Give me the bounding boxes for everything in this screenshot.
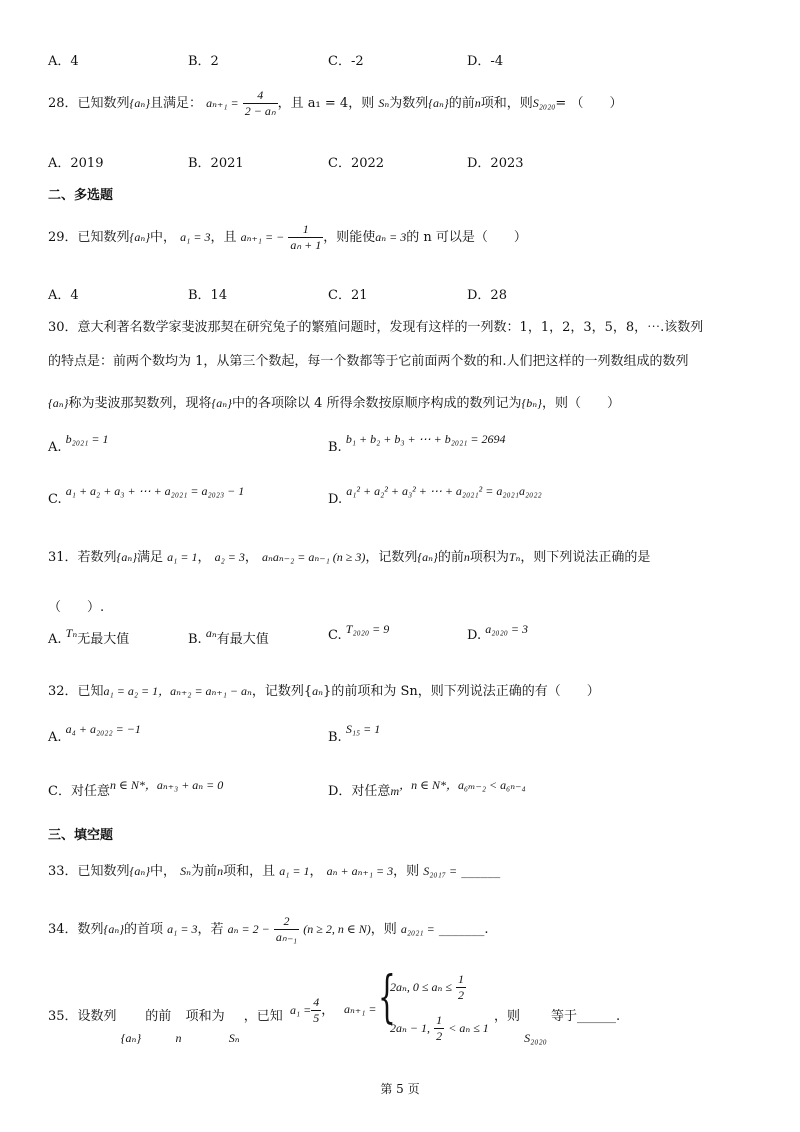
q29-option-d: D．28 — [467, 288, 507, 303]
q31-line-2: （ ）. — [48, 600, 105, 615]
q30-line-3: {aₙ}称为斐波那契数列，现将{aₙ}中的各项除以 4 所得余数按原顺序构成的数列记为{bₙ}，则（ ） — [48, 396, 620, 411]
q27-option-a: A．4 — [48, 54, 79, 69]
q32-option-a: A. a₄ + a₂₀₂₂ = −1 — [48, 722, 141, 745]
q27-option-c: C．-2 — [328, 54, 364, 69]
q32-option-b: B. S₁₅ = 1 — [328, 722, 381, 745]
q32-option-d: D．对任意m，n ∈ N*，a₆ₘ₋₂ < a₆ₙ₋₄ — [328, 778, 526, 799]
page-number: 第 5 页 — [380, 1082, 420, 1096]
q30-option-d: D. a₁² + a₂² + a₃² + ⋯ + a₂₀₂₁² = a₂₀₂₁a₂₀₂₂ — [328, 484, 542, 507]
q32-option-c: C．对任意n ∈ N*，aₙ₊₃ + aₙ = 0 — [48, 778, 224, 799]
q30-line-2: 的特点是：前两个数均为 1，从第三个数起，每一个数都等于它前面两个数的和.人们把这样的一列数组成的数列 — [48, 354, 689, 369]
q28-option-b: B．2021 — [188, 156, 244, 171]
q31-option-d: D. a₂₀₂₀ = 3 — [467, 622, 529, 643]
q30-option-a: A. b₂₀₂₁ = 1 — [48, 432, 109, 455]
q27-option-b: B．2 — [188, 54, 219, 69]
question-29: 29．已知数列{aₙ}中， a₁ = 3，且 aₙ₊₁ = − $\frac{1}{\text{aₙ + 1}}$ ，则能使aₙ = 3的 n 可以是（ ） — [48, 222, 527, 252]
section-multi-choice: 二、多选题 — [48, 188, 114, 203]
question-28: 28．已知数列{aₙ}且满足： aₙ₊₁ = $\frac{4}{\text{2 − aₙ}}$ ，且 a₁ = 4，则 Sₙ为数列{aₙ}的前n项和，则S₂₀₂₀= （ ） — [48, 88, 623, 118]
q30-option-b: B. b₁ + b₂ + b₃ + ⋯ + b₂₀₂₁ = 2694 — [328, 432, 506, 455]
question-35: 35．设数列 {aₙ} 的前 n 项和为 Sₙ ，已知 — [48, 1009, 283, 1045]
q31-option-a: A. Tₙ无最大值 — [48, 626, 130, 647]
q35-case-2: 2aₙ − 1, $\frac{1}{2}$ < aₙ ≤ 1 — [390, 1013, 489, 1043]
q29-option-a: A．4 — [48, 288, 79, 303]
q35-brace: { — [378, 965, 396, 1030]
q27-option-d: D．-4 — [467, 54, 504, 69]
q31-option-c: C. T₂₀₂₀ = 9 — [328, 622, 390, 643]
q28-option-d: D．2023 — [467, 156, 524, 171]
question-34: 34．数列{aₙ}的首项 a₁ = 3，若 aₙ = 2 − $\frac{2}{\text{aₙ₋₁}}$ (n ≥ 2, n ∈ N)，则 a₂₀₂₁ = _______. — [48, 914, 489, 944]
q30-option-c: C. a₁ + a₂ + a₃ + ⋯ + a₂₀₂₁ = a₂₀₂₃ − 1 — [48, 484, 245, 507]
section-fill-in: 三、填空题 — [48, 828, 114, 843]
q29-option-b: B．14 — [188, 288, 228, 303]
question-32: 32．已知a₁ = a₂ = 1，aₙ₊₂ = aₙ₊₁ − aₙ，记数列{aₙ}的前项和为 Sn，则下列说法正确的有（ ） — [48, 684, 600, 699]
question-33: 33．已知数列{aₙ}中， Sₙ为前n项和，且 a₁ = 1， aₙ + aₙ₊₁ = 3，则 S₂₀₁₇ = ______ — [48, 864, 501, 879]
q35-lhs: aₙ₊₁ = — [344, 1002, 377, 1016]
question-31: 31．若数列{aₙ}满足 a₁ = 1， a₂ = 3， aₙaₙ₋₂ = aₙ₋₁ (n ≥ 3)，记数列{aₙ}的前n项积为Tₙ，则下列说法正确的是 — [48, 550, 651, 565]
q31-option-b: B. aₙ有最大值 — [188, 626, 269, 647]
q29-option-c: C．21 — [328, 288, 368, 303]
q35-tail: ，则 S₂₀₂₀ 等于______. — [494, 1009, 621, 1045]
q35-case-1: 2aₙ, 0 ≤ aₙ ≤ $\frac{1}{2}$ — [390, 972, 465, 1002]
q28-option-a: A．2019 — [48, 156, 104, 171]
q30-line-1: 30．意大利著名数学家斐波那契在研究兔子的繁殖问题时，发现有这样的一列数：1，1，2，3，5，8，⋯.该数列 — [48, 320, 704, 335]
q28-option-c: C．2022 — [328, 156, 385, 171]
q35-a1: a₁ = $\frac{4}{5}$ ， — [290, 995, 335, 1025]
